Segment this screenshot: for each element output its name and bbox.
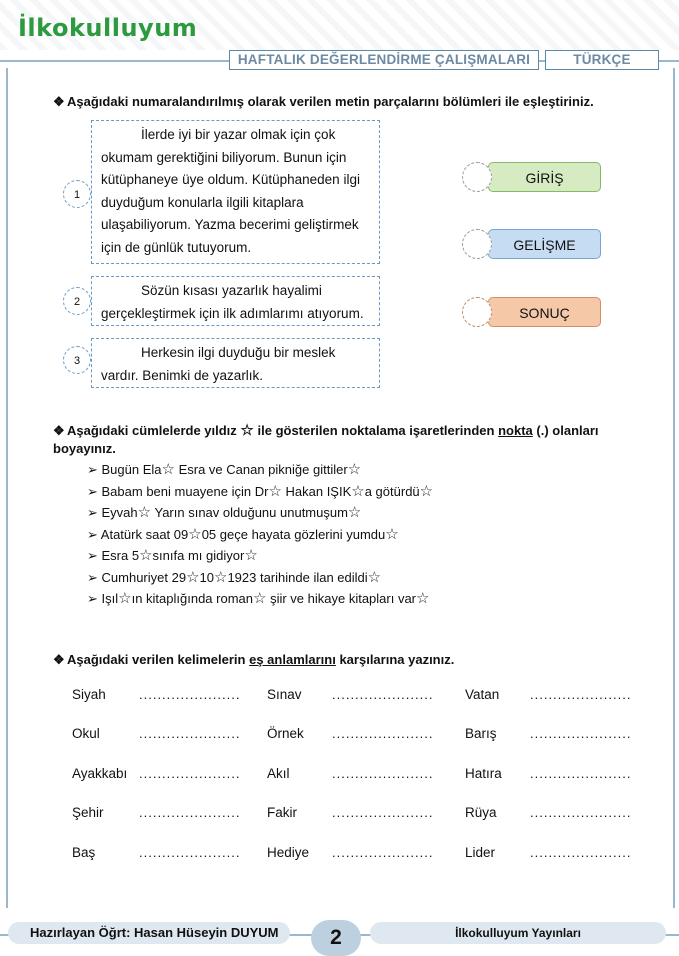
word-okul: Okul — [72, 726, 100, 741]
passage-2-number: 2 — [63, 287, 91, 315]
passage-1-number: 1 — [63, 180, 91, 208]
sentence-text: ın kitaplığında roman — [131, 591, 253, 606]
sentence-2: ➢ Babam beni muayene için Dr☆ Hakan IŞIK☆a götürdü☆ — [87, 482, 434, 500]
passage-1-text: İlerde iyi bir yazar olmak için çok okumam gerektiğini biliyorum. Bunun için kütüphaneye üye oldum. Kütüphaneden ilgi duyduğum konularla ilgili kitaplara ulaşabiliyorum. Yazma becerimi geliştirmek için de günlük tutuyorum. — [101, 127, 360, 255]
sentence-3: ➢ Eyvah☆ Yarın sınav olduğunu unutmuşum☆ — [87, 504, 362, 521]
sentence-text: 10 — [199, 569, 214, 585]
page-number: 2 — [311, 920, 361, 956]
passage-1 — [91, 120, 380, 264]
star-icon[interactable]: ☆ — [347, 461, 362, 478]
star-icon[interactable]: ☆ — [244, 547, 258, 564]
sentence-text: Atatürk saat 09 — [100, 526, 189, 542]
word-akil: Akıl — [267, 766, 290, 781]
word-lider: Lider — [465, 845, 496, 860]
star-icon[interactable]: ☆ — [139, 547, 153, 564]
star-icon[interactable]: ☆ — [188, 525, 202, 543]
answer-line[interactable]: ...................... — [530, 726, 632, 741]
answer-line[interactable]: ...................... — [530, 766, 632, 781]
star-icon[interactable]: ☆ — [137, 504, 152, 521]
word-hatira: Hatıra — [465, 766, 502, 781]
sentence-text: Babam beni muayene için Dr — [101, 483, 269, 499]
question-2-part3: (.) olanları boyayınız. — [53, 423, 599, 456]
question-1 — [53, 94, 594, 110]
sentence-6: ➢ Cumhuriyet 29☆10☆1923 tarihinde ilan edildi☆ — [87, 568, 382, 586]
word-sinav: Sınav — [267, 687, 302, 702]
word-hediye: Hediye — [267, 845, 310, 860]
sentence-1: ➢ Bugün Ela☆ Esra ve Canan pikniğe gittiler☆ — [87, 461, 362, 478]
star-icon[interactable]: ☆ — [367, 568, 382, 586]
question-3-part1: Aşağıdaki verilen kelimelerin — [67, 652, 246, 667]
question-2 — [53, 422, 623, 458]
word-fakir: Fakir — [267, 805, 297, 820]
sentence-text: Yarın sınav olduğunu unutmuşum — [151, 505, 348, 520]
sentence-text: Hakan IŞIK — [281, 483, 352, 499]
passage-2-text: Sözün kısası yazarlık hayalimi gerçekleştirmek için ilk adımlarımı atıyorum. — [101, 283, 364, 321]
bullet-icon: ❖ — [53, 652, 65, 667]
answer-line[interactable]: ...................... — [139, 687, 241, 702]
passage-2 — [91, 276, 380, 326]
sentence-text: 05 geçe hayata gözlerini yumdu — [201, 526, 386, 542]
question-2-part1: Aşağıdaki cümlelerde yıldız — [67, 423, 237, 438]
logo-text: İlkokulluyum — [18, 14, 198, 42]
passage-3-number: 3 — [63, 346, 91, 374]
answer-line[interactable]: ...................... — [332, 726, 434, 741]
answer-line[interactable]: ...................... — [530, 687, 632, 702]
word-ruya: Rüya — [465, 805, 497, 820]
question-3-part2: karşılarına yazınız. — [339, 652, 455, 667]
publisher-name: İlkokulluyum Yayınları — [370, 922, 666, 944]
question-3-keyword: eş anlamlarını — [249, 652, 336, 667]
answer-line[interactable]: ...................... — [332, 845, 434, 860]
star-icon[interactable]: ☆ — [213, 568, 228, 586]
answer-line[interactable]: ...................... — [332, 805, 434, 820]
option-gelisme-answer-circle[interactable] — [462, 229, 492, 259]
star-icon[interactable]: ☆ — [385, 525, 399, 543]
sentence-text: Işıl — [101, 591, 119, 606]
question-1-text: Aşağıdaki numaralandırılmış olarak verilen metin parçalarını bölümleri ile eşleştiriniz. — [67, 94, 594, 109]
passage-3-text: Herkesin ilgi duyduğu bir meslek vardır. Benimki de yazarlık. — [101, 345, 336, 383]
star-icon[interactable]: ☆ — [268, 482, 282, 500]
answer-line[interactable]: ...................... — [332, 687, 434, 702]
star-icon[interactable]: ☆ — [347, 504, 362, 521]
sentence-text: Esra 5 — [101, 548, 140, 563]
option-giris-answer-circle[interactable] — [462, 162, 492, 192]
sentence-text: sınıfa mı gidiyor — [152, 548, 245, 563]
worksheet-title: HAFTALIK DEĞERLENDİRME ÇALIŞMALARI — [229, 50, 539, 70]
star-icon[interactable]: ☆ — [186, 568, 200, 586]
question-2-keyword: nokta — [498, 423, 533, 438]
word-ornek: Örnek — [267, 726, 304, 741]
answer-line[interactable]: ...................... — [530, 805, 632, 820]
sentence-text: a götürdü — [364, 483, 420, 499]
header-bar — [0, 50, 679, 70]
option-gelisme[interactable]: GELİŞME — [488, 229, 601, 259]
answer-line[interactable]: ...................... — [139, 766, 241, 781]
sentence-list — [87, 459, 433, 610]
sentence-text: Eyvah — [101, 505, 138, 520]
star-icon[interactable]: ☆ — [416, 590, 430, 607]
sentence-text: Esra ve Canan pikniğe gittiler — [174, 462, 348, 477]
site-logo — [18, 14, 197, 42]
answer-line[interactable]: ...................... — [139, 845, 241, 860]
answer-line[interactable]: ...................... — [139, 805, 241, 820]
word-siyah: Siyah — [72, 687, 106, 702]
star-icon[interactable]: ☆ — [161, 461, 175, 478]
word-vatan: Vatan — [465, 687, 500, 702]
star-icon[interactable]: ☆ — [419, 482, 434, 500]
sentence-5: ➢ Esra 5☆sınıfa mı gidiyor☆ — [87, 547, 258, 564]
star-icon: ☆ — [240, 422, 254, 439]
sentence-text: Bugün Ela — [101, 462, 162, 477]
author-credit: Hazırlayan Öğrt: Hasan Hüseyin DUYUM — [8, 922, 290, 944]
sentence-7: ➢ Işıl☆ın kitaplığında roman☆ şiir ve hikaye kitapları var☆ — [87, 590, 430, 607]
word-sehir: Şehir — [72, 805, 104, 820]
word-baris: Barış — [465, 726, 497, 741]
sentence-text: 1923 tarihinde ilan edildi — [227, 569, 368, 585]
bullet-icon: ❖ — [53, 94, 65, 109]
star-icon[interactable]: ☆ — [351, 482, 365, 500]
answer-line[interactable]: ...................... — [139, 726, 241, 741]
sentence-4: ➢ Atatürk saat 09☆05 geçe hayata gözlerini yumdu☆ — [87, 525, 399, 543]
question-2-part2: ile gösterilen noktalama işaretlerinden — [257, 423, 495, 438]
option-sonuc-answer-circle[interactable] — [462, 297, 492, 327]
question-3 — [53, 652, 454, 668]
word-ayakkabi: Ayakkabı — [72, 766, 128, 781]
star-icon[interactable]: ☆ — [118, 590, 132, 607]
answer-line[interactable]: ...................... — [530, 845, 632, 860]
bullet-icon: ❖ — [53, 423, 65, 438]
subject-label: TÜRKÇE — [545, 50, 659, 70]
passage-3 — [91, 338, 380, 388]
option-giris[interactable]: GİRİŞ — [488, 162, 601, 192]
sentence-text: Cumhuriyet 29 — [101, 569, 187, 585]
option-sonuc[interactable]: SONUÇ — [488, 297, 601, 327]
word-bas: Baş — [72, 845, 96, 860]
sentence-text: şiir ve hikaye kitapları var — [266, 591, 417, 606]
answer-line[interactable]: ...................... — [332, 766, 434, 781]
star-icon[interactable]: ☆ — [253, 590, 267, 607]
